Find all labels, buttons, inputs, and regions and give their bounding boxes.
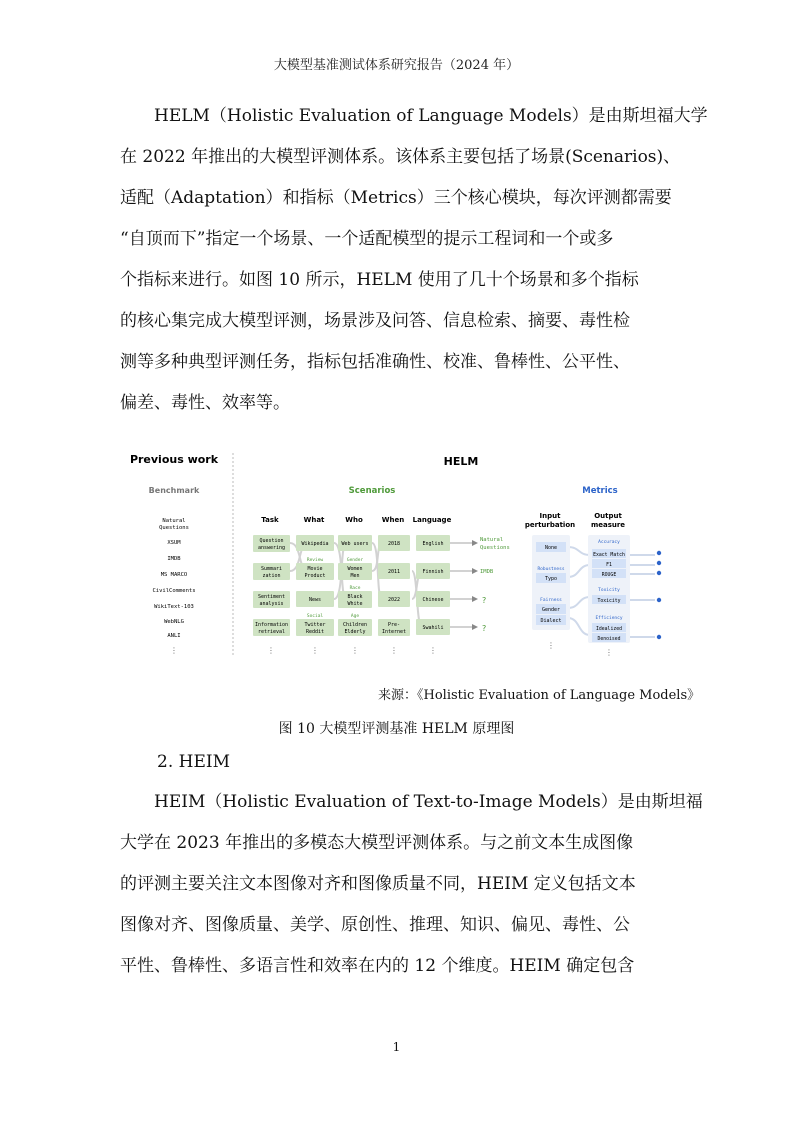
benchmark-item: Natural (162, 518, 186, 524)
who-item: Children (342, 622, 368, 628)
when-boxes (378, 535, 410, 636)
helm-figure (120, 445, 680, 670)
benchmark-label: Benchmark (148, 486, 200, 495)
benchmark-item: IMDB (167, 556, 181, 562)
text-line: 大学在 2023 年推出的多模态大模型评测体系。与之前文本生成图像 (120, 833, 634, 853)
who-item: Web users (341, 541, 369, 547)
who-category: Gender (346, 558, 364, 563)
input-perturbation-label: Input (539, 512, 561, 520)
measure-item: ROUGE (601, 573, 617, 578)
text-line: 在 2022 年推出的大模型评测体系。该体系主要包括了场景(Scenarios)、 (120, 147, 681, 167)
perturbation-item: Gender (541, 607, 561, 613)
perturbation-category: Fairness (540, 598, 562, 603)
measure-item: Idealized (596, 627, 622, 632)
paragraph-helm (120, 96, 708, 424)
measure-item: F1 (606, 563, 612, 568)
benchmark-item: Questions (159, 525, 189, 531)
who-item: Black (347, 594, 363, 600)
task-item: Question (259, 538, 284, 544)
benchmark-item: MS MARCO (160, 572, 188, 578)
text-line: 平性、鲁棒性、多语言性和效率在内的 12 个维度。HEIM 确定包含 (120, 956, 635, 976)
language-item: Finnish (422, 569, 444, 575)
column-header-what: What (303, 516, 325, 524)
metrics-label: Metrics (582, 486, 618, 496)
outcome-item: IMDB (480, 569, 494, 575)
benchmark-item: WebNLG (164, 619, 184, 625)
language-item: Swahili (422, 625, 444, 631)
text-line: 的核心集完成大模型评测，场景涉及问答、信息检索、摘要、毒性检 (120, 311, 630, 331)
benchmark-item: XSUM (167, 540, 181, 546)
ellipsis: ⋮ (267, 646, 275, 655)
when-item: 2022 (387, 597, 401, 603)
measure-item: Exact Match (593, 553, 625, 558)
outcome-arrows (472, 540, 478, 630)
when-item: 2018 (387, 541, 401, 547)
task-item: retrieval (257, 629, 286, 635)
measure-category: Accuracy (598, 540, 620, 545)
measure-category: Toxicity (598, 588, 620, 593)
outcome-item: Natural (480, 537, 504, 543)
output-measure-label: Output (594, 512, 622, 520)
who-item: Elderly (344, 629, 366, 635)
who-item: Men (350, 573, 360, 579)
figure-caption: 图 10 大模型评测基准 HELM 原理图 (278, 721, 515, 737)
input-perturbation-label: perturbation (524, 521, 576, 529)
outcome-item: ? (482, 596, 487, 605)
who-category: Race (349, 586, 361, 591)
text-line: 测等多种典型评测任务，指标包括准确性、校准、鲁棒性、公平性、 (120, 352, 630, 372)
language-boxes (416, 535, 450, 635)
perturbation-item: Dialect (540, 618, 562, 624)
perturbation-item: None (544, 545, 558, 551)
measure-item: Denoised (597, 637, 621, 642)
perturbation-item: Typo (544, 576, 558, 582)
scenarios-label: Scenarios (348, 486, 396, 496)
ellipsis: ⋮ (311, 646, 319, 655)
text-line: HEIM（Holistic Evaluation of Text-to-Image Models）是由斯坦福 (120, 792, 703, 812)
what-item: News (308, 597, 322, 603)
ellipsis: ⋮ (351, 646, 359, 655)
column-header-when: When (381, 516, 405, 524)
ellipsis: ⋮ (605, 648, 613, 657)
benchmark-item: WikiText-103 (154, 604, 194, 610)
benchmark-item: CivilComments (152, 588, 196, 594)
measure-category: Efficiency (595, 616, 623, 621)
benchmark-item: ANLI (167, 633, 181, 639)
helm-diagram (120, 445, 680, 670)
output-measure-label: measure (590, 521, 626, 529)
ellipsis: ⋮ (547, 641, 555, 650)
text-line: “自顶而下”指定一个场景、一个适配模型的提示工程词和一个或多 (120, 229, 614, 249)
who-item: White (347, 601, 363, 607)
what-item: Wikipedia (301, 541, 329, 547)
text-line: 图像对齐、图像质量、美学、原创性、推理、知识、偏见、毒性、公 (120, 915, 630, 935)
what-category: Social (306, 614, 324, 619)
perturbation-category: Robustness (537, 567, 565, 572)
measure-item: Toxicity (597, 599, 621, 604)
section-heading: 2. HEIM (157, 752, 230, 772)
column-header-who: Who (345, 516, 363, 524)
task-item: Information (254, 622, 289, 628)
ellipsis: ⋮ (390, 646, 398, 655)
task-item: Summari (260, 566, 283, 572)
outcome-item: Questions (480, 545, 510, 551)
ellipsis: ⋮ (170, 646, 178, 655)
previous-work-title: Previous work (129, 453, 219, 466)
when-item: 2011 (387, 569, 401, 575)
page-header: 大模型基准测试体系研究报告（2024 年） (273, 58, 520, 73)
language-item: Chinese (422, 597, 444, 603)
paragraph-heim (120, 782, 703, 987)
column-header-language: Language (412, 516, 452, 524)
what-item: Reddit (305, 629, 325, 635)
what-item: Product (304, 573, 326, 579)
who-category: Age (350, 614, 360, 619)
task-item: answering (257, 545, 286, 551)
what-category: Review (306, 558, 324, 563)
text-line: HELM（Holistic Evaluation of Language Models）是由斯坦福大学 (120, 106, 708, 126)
output-dots (657, 551, 661, 639)
what-boxes (296, 535, 334, 636)
text-line: 偏差、毒性、效率等。 (120, 393, 290, 413)
when-item: Pre- (387, 622, 401, 628)
helm-title: HELM (443, 455, 479, 468)
text-line: 个指标来进行。如图 10 所示，HELM 使用了几十个场景和多个指标 (120, 270, 639, 290)
what-item: Twitter (304, 622, 326, 628)
what-item: Movie (307, 566, 323, 572)
task-item: zation (262, 573, 281, 579)
who-item: Women (347, 566, 363, 572)
page-number: 1 (392, 1040, 401, 1054)
when-item: Internet (381, 629, 407, 635)
ellipsis: ⋮ (429, 646, 437, 655)
language-item: English (422, 541, 444, 547)
task-item: analysis (259, 601, 284, 607)
figure-source: 来源：《Holistic Evaluation of Language Models》 (378, 688, 701, 703)
outcome-item: ? (482, 624, 487, 633)
column-header-task: Task (261, 516, 279, 524)
text-line: 适配（Adaptation）和指标（Metrics）三个核心模块，每次评测都需要 (120, 188, 672, 208)
task-item: Sentiment (257, 594, 286, 600)
text-line: 的评测主要关注文本图像对齐和图像质量不同，HEIM 定义包括文本 (120, 874, 636, 894)
